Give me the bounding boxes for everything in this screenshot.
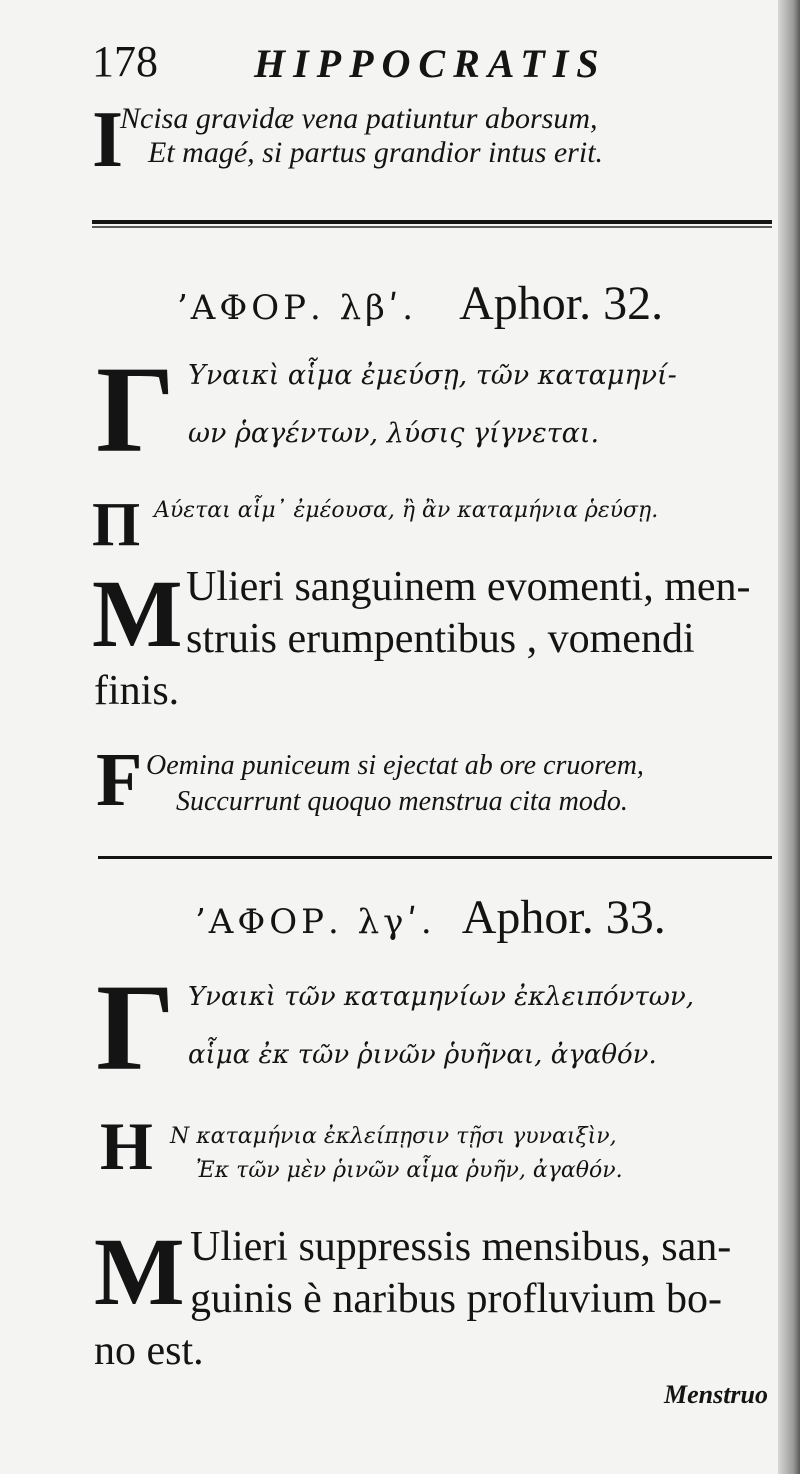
aphorism-33-heading-greek: ʼΑΦΟΡ. λγʹ. <box>194 902 436 942</box>
catchword: Menstruo <box>663 1380 768 1409</box>
page-header <box>92 34 682 90</box>
aphorism-33-heading <box>194 891 666 944</box>
aphorism-32-heading-greek: ʼΑΦΟΡ. λβʹ. <box>176 288 418 328</box>
page-number: 178 <box>92 37 158 86</box>
aphorism-33-greek-line-2: αἷμα ἐκ τῶν ῥινῶν ῥυῆναι, ἀγαθόν. <box>188 1040 657 1070</box>
aphorism-32-latin-line-2: struis erumpentibus , vomendi <box>186 616 695 662</box>
verse-top-dropcap: I <box>92 96 124 184</box>
aphorism-32-greek-verse-line-1: Αύεται αἷμ᾽ ἐμέουσα, ἢ ἂν καταμήνια ῥεύσῃ. <box>154 498 659 523</box>
aphorism-33-greek-verse-dropcap: Η <box>100 1108 153 1184</box>
aphorism-33-greek-verse-line-1: Ν καταμήνια ἐκλείπῃσιν τῇσι γυναιξὶν, <box>170 1124 617 1149</box>
aphorism-33-latin-line-1: Ulieri suppressis mensibus, san- <box>190 1224 732 1270</box>
aphorism-32-greek-line-1: Υναικὶ αἷμα ἐμεύσῃ, τῶν καταμηνί- <box>188 360 677 391</box>
aphorism-32-heading-latin: Aphor. 32. <box>459 277 664 330</box>
section-rule <box>98 856 772 859</box>
verse-top-line-2: Et magé, si partus grandior intus erit. <box>148 136 604 169</box>
aphorism-32-verse-line-1: Oemina puniceum si ejectat ab ore cruorem, <box>146 750 644 781</box>
ornamental-rule-shadow <box>92 226 772 228</box>
aphorism-32-verse-line-2: Succurrunt quoquo menstrua cita modo. <box>176 786 628 817</box>
aphorism-32-greek-verse-dropcap: Π <box>92 491 141 559</box>
aphorism-32-latin-dropcap: M <box>92 560 183 667</box>
page-gutter-shadow <box>778 0 800 1474</box>
aphorism-32-greek-line-2: ων ῥαγέντων, λύσις γίγνεται. <box>188 418 600 449</box>
aphorism-33-latin-dropcap: M <box>94 1218 185 1325</box>
aphorism-33-latin-line-3: no est. <box>94 1328 204 1374</box>
aphorism-33-latin-line-2: guinis è naribus profluvium bo- <box>190 1276 722 1322</box>
aphorism-33-greek-dropcap: Γ <box>96 959 175 1096</box>
aphorism-33-greek-verse-line-2: Ἐκ τῶν μὲν ῥινῶν αἷμα ῥυῆν, ἀγαθόν. <box>196 1158 623 1183</box>
aphorism-32-latin-line-1: Ulieri sanguinem evomenti, men- <box>186 564 751 610</box>
aphorism-32-latin-line-3: finis. <box>94 668 180 714</box>
aphorism-33-heading-latin: Aphor. 33. <box>461 891 666 944</box>
verse-top-line-1: Ncisa gravidæ vena patiuntur aborsum, <box>120 102 598 135</box>
running-head: HIPPOCRATIS <box>254 41 607 86</box>
aphorism-32-greek-dropcap: Γ <box>96 341 175 478</box>
aphorism-32-heading <box>176 277 664 330</box>
ornamental-rule <box>92 220 772 224</box>
aphorism-33-greek-line-1: Υναικὶ τῶν καταμηνίων ἐκλειπόντων, <box>188 982 695 1012</box>
aphorism-32-verse-dropcap: F <box>96 738 143 822</box>
